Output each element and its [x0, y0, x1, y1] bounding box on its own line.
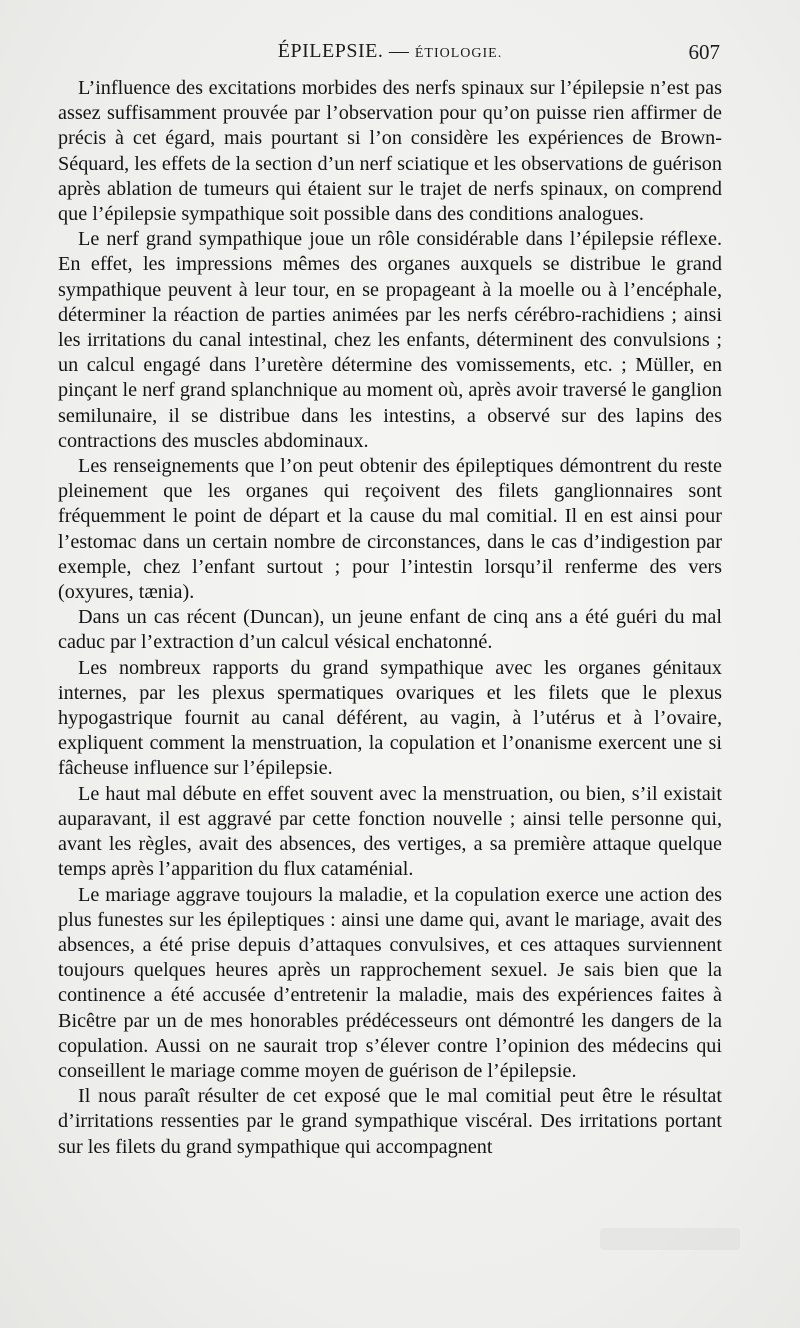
running-title-sub: ÉTIOLOGIE.	[414, 46, 503, 61]
paragraph-nerfs-spinaux: L’influence des excitations morbides des nerfs spinaux sur l’épilepsie n’est pas assez suffisamment prouvée par l’observation pour qu’on puisse rien affirmer de précis à cet égard, mais pourtant si l’on considère les expériences de Brown-Séquard, les effets de la section d’un nerf sciatique et les observations de guérison après ablation de tumeurs qui étaient sur le trajet de nerfs spinaux, on comprend que l’épilepsie sympathique soit possible dans des conditions analogues.	[58, 77, 722, 226]
body-text	[58, 76, 722, 1160]
paragraph-mariage: Le mariage aggrave toujours la maladie, et la copulation exerce une action des plus funestes sur les épileptiques : ainsi une dame qui, avant le mariage, avait des absences, a été prise depuis d’attaques convulsives, et ces attaques surviennent toujours quelques heures après un rapprochement sexuel. Je sais bien que la continence a été accusée d’entretenir la maladie, mais des expériences faites à Bicêtre par un de mes honorables prédécesseurs ont démontré les dangers de la copulation. Aussi on ne saurait trop s’élever contre l’opinion des médecins qui conseillent le mariage comme moyen de guérison de l’épilepsie.	[58, 883, 722, 1082]
paragraph-duncan: Dans un cas récent (Duncan), un jeune enfant de cinq ans a été guéri du mal caduc par l’extraction d’un calcul vésical enchatonné.	[58, 606, 722, 654]
paragraph-renseignements: Les renseignements que l’on peut obtenir des épileptiques démontrent du reste pleinement que les organes qui reçoivent des filets ganglionnaires sont fréquemment le point de départ et la cause du mal comitial. Il en est ainsi pour l’estomac dans un certain nombre de circonstances, dans le cas d’indigestion par exemple, chez l’enfant surtout ; pour l’intestin lorsqu’il renferme des vers (oxyures, tænia).	[58, 455, 722, 604]
paragraph-grand-sympathique: Le nerf grand sympathique joue un rôle considérable dans l’épilepsie réflexe. En effet, les impressions mêmes des organes auxquels se distribue le grand sympathique peuvent à leur tour, en se propageant à la moelle ou à l’encéphale, déterminer la réaction de parties animées par les nerfs cérébro-rachidiens ; ainsi les irritations du canal intestinal, chez les enfants, déterminent des convulsions ; un calcul engagé dans l’uretère détermine des vomissements, etc. ; Müller, en pinçant le nerf grand splanchnique au moment où, après avoir traversé le ganglion semilunaire, il se distribue dans les intestins, a observé sur des lapins des contractions des muscles abdominaux.	[58, 228, 722, 452]
paragraph-conclusion: Il nous paraît résulter de cet exposé que le mal comitial peut être le résultat d’irritations ressenties par le grand sympathique viscéral. Des irritations portant sur les filets du grand sympathique qui accompagnent	[58, 1085, 722, 1158]
bleed-through-mark	[600, 1228, 740, 1250]
paragraph-menstruation: Le haut mal débute en effet souvent avec la menstruation, ou bien, s’il existait auparavant, il est aggravé par cette fonction nouvelle ; ainsi telle personne qui, avant les règles, avait des absences, des vertiges, a sa première attaque quelque temps après l’apparition du flux cataménial.	[58, 782, 722, 881]
page-header	[58, 40, 722, 70]
running-title-main: ÉPILEPSIE. —	[277, 40, 410, 62]
running-title	[58, 40, 722, 63]
page-number: 607	[688, 40, 720, 64]
paragraph-organes-genitaux: Les nombreux rapports du grand sympathique avec les organes génitaux internes, par les plexus spermatiques ovariques et les filets que le plexus hypogastrique fournit au canal déférent, au vagin, à l’utérus et à l’ovaire, expliquent comment la menstruation, la copulation et l’onanisme exercent une si fâcheuse influence sur l’épilepsie.	[58, 656, 722, 780]
